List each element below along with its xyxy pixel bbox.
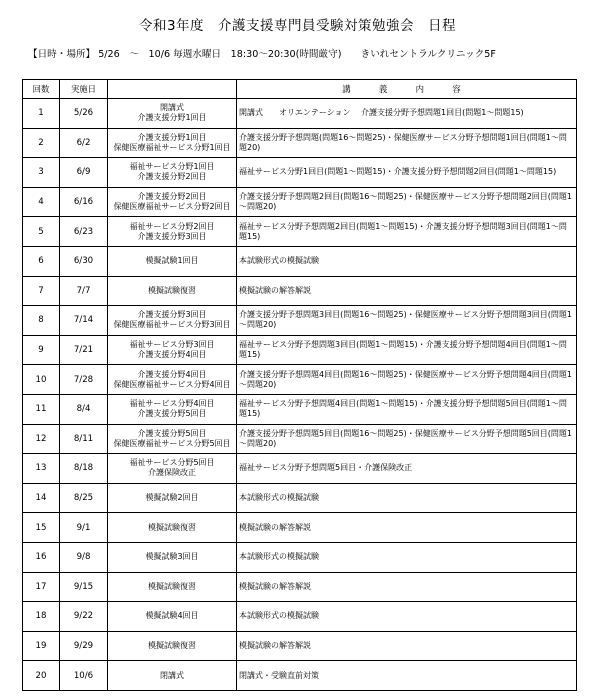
header-lecture-content: 講 義 内 容 — [237, 80, 577, 99]
table-row — [23, 394, 577, 424]
session-program — [108, 572, 237, 602]
schedule-table — [22, 79, 577, 691]
lecture-content: 介護支援分野予想問題3回目(問題16～問題25)・保健医療サービス分野予想問題3回目(問題1～問題20) — [237, 306, 577, 336]
session-number: 6 — [23, 246, 60, 276]
program-line: 介護支援分野2回目 — [137, 192, 207, 202]
session-number: 14 — [23, 483, 60, 513]
table-row — [23, 602, 577, 632]
table-header-row — [23, 80, 577, 99]
program-line: 介護保険改正 — [148, 468, 196, 478]
session-number: 17 — [23, 572, 60, 602]
page-title: 令和3年度 介護支援専門員受験対策勉強会 日程 — [138, 18, 457, 34]
program-line: 福祉サービス分野1回目 — [129, 162, 215, 172]
session-date: 7/14 — [60, 306, 108, 336]
lecture-content: 介護支援分野予想問題2回目(問題16～問題25)・保健医療サービス分野予想問題2回目(問題1～問題20) — [237, 187, 577, 217]
program-line: 介護支援分野4回目 — [137, 350, 207, 360]
lecture-content: 模擬試験の解答解説 — [237, 572, 577, 602]
session-date: 6/30 — [60, 246, 108, 276]
program-line: 模擬試験復習 — [148, 285, 196, 295]
program-line: 模擬試験1回目 — [145, 256, 199, 266]
table-row — [23, 424, 577, 454]
session-number: 19 — [23, 631, 60, 661]
session-program — [108, 158, 237, 188]
table-row — [23, 128, 577, 158]
schedule-info: 【日時・場所】 5/26 ～ 10/6 毎週水曜日 18:30～20:30(時間厳守) きいれセントラルクリニック5F — [28, 49, 496, 60]
session-program — [108, 128, 237, 158]
session-date: 6/23 — [60, 217, 108, 247]
lecture-content: 本試験形式の模擬試験 — [237, 542, 577, 572]
table-row — [23, 542, 577, 572]
program-line: 介護支援分野3回目 — [137, 310, 207, 320]
table-row — [23, 246, 577, 276]
table-body — [23, 99, 577, 691]
session-number: 1 — [23, 99, 60, 129]
table-row — [23, 483, 577, 513]
session-program — [108, 335, 237, 365]
table-row — [23, 365, 577, 395]
session-date: 8/4 — [60, 394, 108, 424]
session-program — [108, 217, 237, 247]
session-number: 3 — [23, 158, 60, 188]
session-number: 8 — [23, 306, 60, 336]
program-line: 閉講式 — [160, 670, 184, 680]
session-number: 16 — [23, 542, 60, 572]
program-line: 介護支援分野5回目 — [137, 428, 207, 438]
session-program — [108, 483, 237, 513]
header-program — [108, 80, 237, 99]
table-row — [23, 661, 577, 691]
session-program — [108, 306, 237, 336]
program-line: 介護支援分野1回目 — [137, 132, 207, 142]
session-date: 7/21 — [60, 335, 108, 365]
session-program — [108, 99, 237, 129]
lecture-content: 模擬試験の解答解説 — [237, 276, 577, 306]
program-line: 保健医療福祉サービス分野5回目 — [113, 438, 231, 448]
table-row — [23, 513, 577, 543]
program-line: 模擬試験復習 — [148, 640, 196, 650]
session-date: 8/11 — [60, 424, 108, 454]
session-number: 9 — [23, 335, 60, 365]
program-line: 介護支援分野3回目 — [137, 231, 207, 241]
session-number: 4 — [23, 187, 60, 217]
program-line: 介護支援分野2回目 — [137, 172, 207, 182]
lecture-content: 本試験形式の模擬試験 — [237, 602, 577, 632]
session-program — [108, 542, 237, 572]
program-line: 福祉サービス分野4回目 — [129, 399, 215, 409]
session-date: 9/22 — [60, 602, 108, 632]
session-program — [108, 631, 237, 661]
lecture-content: 模擬試験の解答解説 — [237, 631, 577, 661]
program-line: 保健医療福祉サービス分野2回目 — [113, 202, 231, 212]
lecture-content: 福祉サービス分野予想問題3回目(問題1～問題15)・介護支援分野予想問題4回目(問題1～問題15) — [237, 335, 577, 365]
program-line: 模擬試験4回目 — [145, 611, 199, 621]
lecture-content: 閉講式・受験直前対策 — [237, 661, 577, 691]
session-number: 2 — [23, 128, 60, 158]
session-date: 9/1 — [60, 513, 108, 543]
lecture-content: 福祉サービス分野1回目(問題1～問題15)・介護支援分野予想問題2回目(問題1～問題15) — [237, 158, 577, 188]
table-row — [23, 158, 577, 188]
session-program — [108, 602, 237, 632]
session-date: 6/9 — [60, 158, 108, 188]
session-date: 7/28 — [60, 365, 108, 395]
session-program — [108, 424, 237, 454]
program-line: 開講式 — [160, 103, 184, 113]
session-date: 6/16 — [60, 187, 108, 217]
header-date: 実施日 — [60, 80, 108, 99]
program-line: 福祉サービス分野5回目 — [129, 458, 215, 468]
session-number: 10 — [23, 365, 60, 395]
session-program — [108, 246, 237, 276]
session-program — [108, 394, 237, 424]
session-date: 9/15 — [60, 572, 108, 602]
table-row — [23, 454, 577, 484]
table-row — [23, 631, 577, 661]
table-row — [23, 335, 577, 365]
session-program — [108, 276, 237, 306]
lecture-content: 介護支援分野予想問題4回目(問題16～問題25)・保健医療サービス分野予想問題4回目(問題1～問題20) — [237, 365, 577, 395]
session-number: 5 — [23, 217, 60, 247]
session-number: 15 — [23, 513, 60, 543]
lecture-content: 本試験形式の模擬試験 — [237, 483, 577, 513]
lecture-content: 模擬試験の解答解説 — [237, 513, 577, 543]
lecture-content: 本試験形式の模擬試験 — [237, 246, 577, 276]
program-line: 保健医療福祉サービス分野1回目 — [113, 142, 231, 152]
session-program — [108, 513, 237, 543]
program-line: 模擬試験復習 — [148, 581, 196, 591]
session-date: 8/18 — [60, 454, 108, 484]
session-number: 7 — [23, 276, 60, 306]
lecture-content: 福祉サービス分野予想問題4回目(問題1～問題15)・介護支援分野予想問題5回目(問題1～問題15) — [237, 394, 577, 424]
lecture-content: 開講式 オリエンテーション 介護支援分野予想問題1回目(問題1～問題15) — [237, 99, 577, 129]
session-date: 8/25 — [60, 483, 108, 513]
program-line: 模擬試験3回目 — [145, 552, 199, 562]
session-date: 9/29 — [60, 631, 108, 661]
program-line: 介護支援分野4回目 — [137, 369, 207, 379]
program-line: 模擬試験復習 — [148, 522, 196, 532]
program-line: 模擬試験2回目 — [145, 493, 199, 503]
session-number: 12 — [23, 424, 60, 454]
program-line: 福祉サービス分野3回目 — [129, 340, 215, 350]
table-row — [23, 217, 577, 247]
session-date: 9/8 — [60, 542, 108, 572]
lecture-content: 介護支援分野予想問題5回目(問題16～問題25)・保健医療サービス分野予想問題5回目(問題1～問題20) — [237, 424, 577, 454]
table-row — [23, 276, 577, 306]
program-line: 介護支援分野1回目 — [137, 113, 207, 123]
program-line: 保健医療福祉サービス分野3回目 — [113, 320, 231, 330]
session-date: 7/7 — [60, 276, 108, 306]
lecture-content: 福祉サービス分野予想問題5回目・介護保険改正 — [237, 454, 577, 484]
session-date: 10/6 — [60, 661, 108, 691]
program-line: 福祉サービス分野2回目 — [129, 221, 215, 231]
table-row — [23, 99, 577, 129]
session-program — [108, 187, 237, 217]
header-session-number: 回数 — [23, 80, 60, 99]
program-line: 保健医療福祉サービス分野4回目 — [113, 379, 231, 389]
session-program — [108, 661, 237, 691]
table-row — [23, 572, 577, 602]
session-number: 13 — [23, 454, 60, 484]
session-date: 5/26 — [60, 99, 108, 129]
lecture-content: 福祉サービス分野予想問題2回目(問題1～問題15)・介護支援分野予想問題3回目(問題1～問題15) — [237, 217, 577, 247]
session-date: 6/2 — [60, 128, 108, 158]
session-program — [108, 454, 237, 484]
table-row — [23, 306, 577, 336]
session-program — [108, 365, 237, 395]
lecture-content: 介護支援分野予想問題(問題16～問題25)・保健医療サービス分野予想問題1回目(問題1～問題20) — [237, 128, 577, 158]
session-number: 18 — [23, 602, 60, 632]
program-line: 介護支援分野5回目 — [137, 409, 207, 419]
session-number: 20 — [23, 661, 60, 691]
table-row — [23, 187, 577, 217]
session-number: 11 — [23, 394, 60, 424]
